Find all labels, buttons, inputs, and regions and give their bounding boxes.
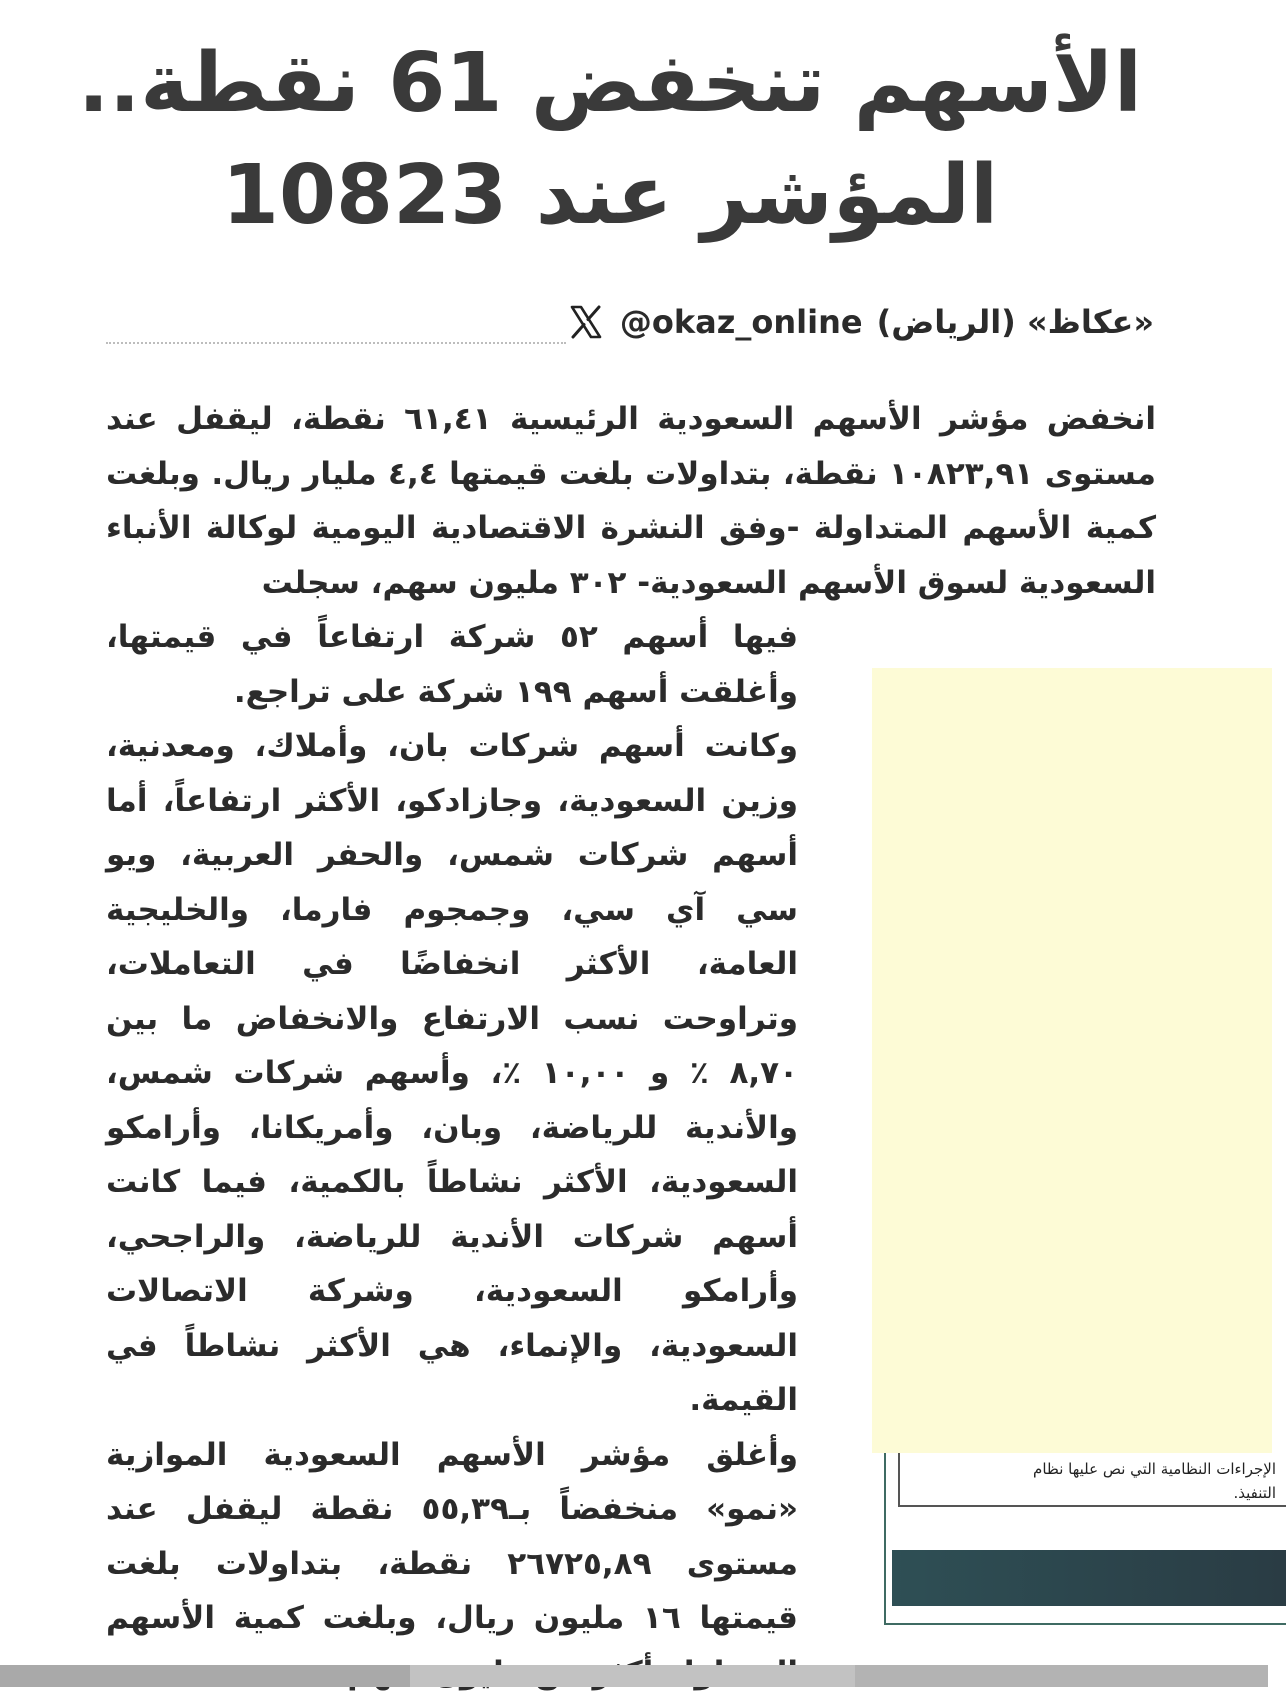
byline-divider	[106, 342, 566, 344]
byline-handle[interactable]: @okaz_online	[620, 303, 863, 341]
bottom-bar-segment	[0, 1665, 410, 1687]
x-logo-icon[interactable]	[566, 302, 606, 342]
bottom-bar-segment	[855, 1665, 1268, 1687]
article-paragraph-1-continued: فيها أسهم ٥٢ شركة ارتفاعاً في قيمتها، وأغلقت أسهم ١٩٩ شركة على تراجع.	[106, 610, 798, 719]
article-intro: انخفض مؤشر الأسهم السعودية الرئيسية ٦١,٤١ نقطة، ليقفل عند مستوى ١٠٨٢٣,٩١ نقطة، بتداولات بلغت قيمتها ٤,٤ مليار ريال. وبلغت كمية الأسهم المتداولة -وفق النشرة الاقتصادية اليومية لوكالة الأنباء السعودية لسوق الأسهم السعودية- ٣٠٢ مليون سهم، سجلت	[106, 392, 1156, 610]
legal-notice-line-2: التنفيذ.	[900, 1481, 1276, 1505]
legal-notice-line-1: الإجراءات النظامية التي نص عليها نظام	[900, 1457, 1276, 1481]
article-paragraph-3: وأغلق مؤشر الأسهم السعودية الموازية «نمو» منخفضاً بـ٥٥,٣٩ نقطة ليقفل عند مستوى ٢٦٧٢٥,٨٩ نقطة، بتداولات بلغت قيمتها ١٦ مليون ريال، وبلغت كمية الأسهم	[106, 1428, 798, 1700]
bottom-bar-segment	[410, 1665, 855, 1687]
legal-notice-text	[898, 1453, 1286, 1507]
article-paragraph-2: وكانت أسهم شركات بان، وأملاك، ومعدنية، وزين السعودية، وجازادكو، الأكثر ارتفاعاً، أما أسهم شركات شمس، والحفر العربية، ويو سي آي سي، وجمجوم فارما، والخليجية العامة، الأكثر انخفاضًا في التعاملات، وتراوحت نسب الارتفاع والانخفاض ما بين ٨,٧٠ ٪ و ١٠,٠٠ ٪، وأسهم شركات شمس، والأندية للرياضة، وبان، وأمريكانا، وأرامكو السعودية، الأكثر نشاطاً بالكمية، فيما كانت أسهم شركات الأندية للرياضة، والراجحي، وأرامكو السعودية، وشركة الاتصالات السعودية، والإنماء، هي الأكثر نشاطاً في القيمة.	[106, 719, 798, 1428]
ad-placeholder	[872, 668, 1272, 1453]
bottom-scroll-bar[interactable]	[0, 1665, 1268, 1687]
headline	[60, 28, 1160, 252]
legal-notice-band	[892, 1550, 1286, 1606]
headline-line-1: الأسهم تنخفض 61 نقطة..	[60, 28, 1160, 140]
article-column	[106, 610, 798, 1700]
byline-source: «عكاظ» (الرياض)	[877, 303, 1154, 341]
legal-notice	[884, 1453, 1286, 1625]
byline	[106, 300, 1154, 344]
headline-line-2: المؤشر عند 10823	[60, 140, 1160, 252]
